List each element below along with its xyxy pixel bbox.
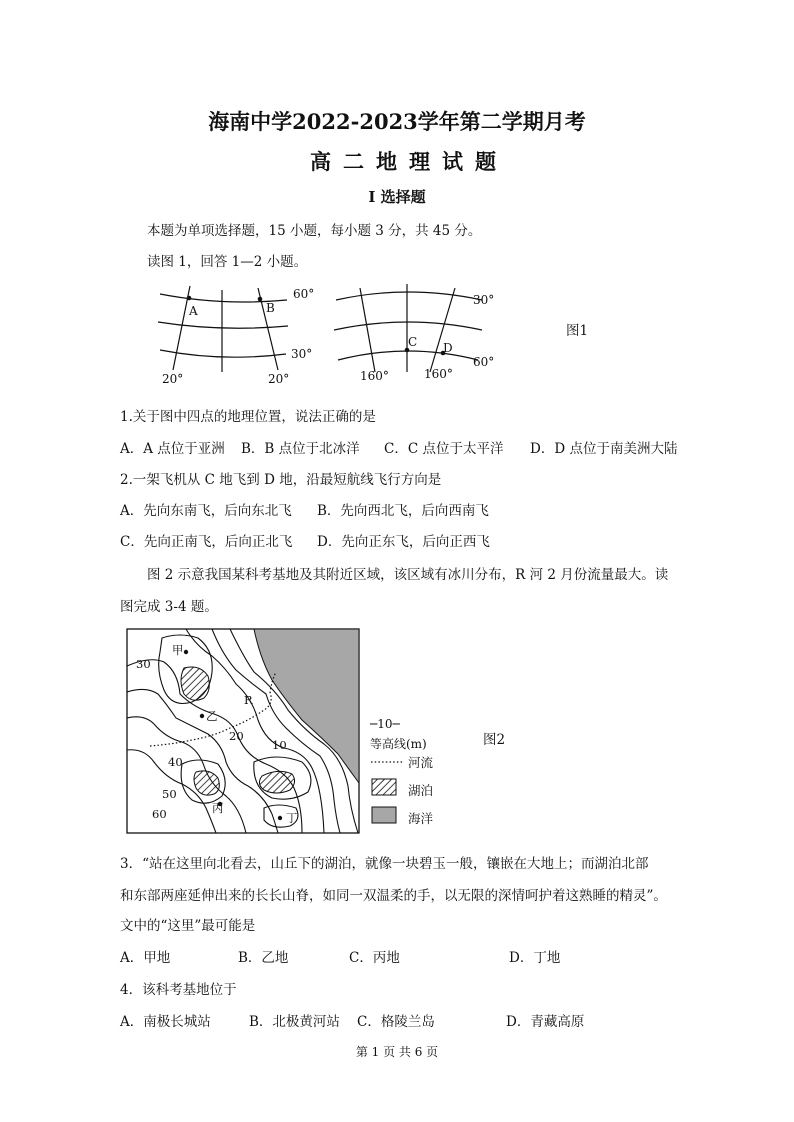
fig1-left-parallel-30 xyxy=(160,350,286,357)
q3-stem-line1: 3．“站在这里向北看去，山丘下的湖泊，就像一块碧玉一般，镶嵌在大地上；而湖泊北部 xyxy=(120,856,649,872)
q3-option-d: D．丁地 xyxy=(509,950,561,966)
fig1-right-parallel-60 xyxy=(338,351,478,360)
fig2-lake-north xyxy=(181,667,209,700)
fig2-intro-line2: 图完成 3-4 题。 xyxy=(120,599,218,615)
fig1-label-lat60-left: 60° xyxy=(293,287,315,301)
legend-sea-swatch xyxy=(371,806,397,824)
q4-option-d: D．青藏高原 xyxy=(506,1014,585,1030)
q1-option-b: B．B 点位于北冰洋 xyxy=(241,441,360,457)
q3-option-b: B．乙地 xyxy=(238,950,289,966)
fig2-dot-yi xyxy=(200,714,204,718)
legend-contour-sample: ─10─ xyxy=(370,717,400,731)
fig2-label-river-r: R xyxy=(244,693,253,707)
instruction-text: 本题为单项选择题，15 小题，每小题 3 分，共 45 分。 xyxy=(147,223,482,239)
page-number: 第 1 页 共 6 页 xyxy=(355,1045,439,1059)
q2-option-b: B．先向西北飞，后向西南飞 xyxy=(317,503,489,519)
legend-river-swatch xyxy=(370,757,404,767)
fig1-label-lat30-left: 30° xyxy=(291,347,313,361)
figure1-caption: 图1 xyxy=(566,323,589,339)
q2-stem: 2.一架飞机从 C 地飞到 D 地，沿最短航线飞行方向是 xyxy=(120,472,442,488)
fig1-label-lon160-left: 160° xyxy=(360,369,389,383)
fig1-label-lon20-right: 20° xyxy=(268,372,290,386)
fig2-label-bing: 丙 xyxy=(212,801,224,815)
q3-stem-line3: 文中的“这里”最可能是 xyxy=(120,918,256,934)
fig1-point-b xyxy=(258,297,263,302)
fig1-label-lon160-right: 160° xyxy=(424,367,453,381)
legend-contour-label: 等高线(m) xyxy=(370,737,427,751)
fig1-label-lat30-right: 30° xyxy=(473,293,495,307)
q4-option-b: B．北极黄河站 xyxy=(249,1014,340,1030)
fig2-dot-jia xyxy=(184,650,188,654)
q1-option-d: D．D 点位于南美洲大陆 xyxy=(530,441,678,457)
section-heading: Ⅰ 选择题 xyxy=(368,188,426,206)
q2-option-c: C．先向正南飞，后向正北飞 xyxy=(120,534,293,550)
q1-option-c: C．C 点位于太平洋 xyxy=(384,441,504,457)
q4-option-a: A．南极长城站 xyxy=(120,1014,211,1030)
figure2-map xyxy=(126,628,360,834)
figure2-caption: 图2 xyxy=(483,732,506,748)
fig1-point-a xyxy=(187,296,192,301)
fig2-intro-line1: 图 2 示意我国某科考基地及其附近区域，该区域有冰川分布，R 河 2 月份流量最大。读 xyxy=(147,567,669,583)
q3-option-c: C．丙地 xyxy=(349,950,400,966)
q2-option-a: A．先向东南飞，后向东北飞 xyxy=(120,503,292,519)
fig2-label-contour-30: 30 xyxy=(136,657,151,671)
fig2-label-ding: 丁 xyxy=(286,811,298,825)
fig1-label-lat60-right: 60° xyxy=(473,355,495,369)
fig1-label-a: A xyxy=(189,304,198,318)
fig1-right-parallel-30 xyxy=(336,292,482,300)
fig2-dot-ding xyxy=(278,816,282,820)
fig2-label-contour-10: 10 xyxy=(272,738,287,752)
fig2-label-jia: 甲 xyxy=(172,643,184,657)
legend-sea-label: 海洋 xyxy=(408,811,434,826)
q3-stem-line2: 和东部两座延伸出来的长长山脊，如同一双温柔的手，以无限的深情呵护着这熟睡的精灵”。 xyxy=(120,888,667,904)
exam-title: 海南中学2022-2023学年第二学期月考 xyxy=(208,109,586,134)
q1-stem: 1.关于图中四点的地理位置，说法正确的是 xyxy=(120,409,376,425)
fig1-right-meridian-160a xyxy=(360,288,375,372)
fig1-right-meridian-160b xyxy=(430,288,455,372)
legend-river-label: 河流 xyxy=(408,755,434,770)
exam-subtitle: 高二地理试题 xyxy=(310,149,508,174)
fig1-label-b: B xyxy=(266,301,275,315)
fig1-label-d: D xyxy=(443,341,453,355)
q2-option-d: D．先向正东飞，后向正西飞 xyxy=(317,534,490,550)
fig2-label-contour-20: 20 xyxy=(229,729,244,743)
fig1-label-lon20-left: 20° xyxy=(162,372,184,386)
fig2-label-contour-40: 40 xyxy=(168,755,183,769)
figure1-graticule xyxy=(150,278,510,388)
fig2-label-contour-60: 60 xyxy=(152,807,167,821)
fig2-label-yi: 乙 xyxy=(206,709,218,723)
read-fig1-text: 读图 1，回答 1—2 小题。 xyxy=(147,254,308,270)
q3-option-a: A．甲地 xyxy=(120,950,171,966)
q4-stem: 4．该科考基地位于 xyxy=(120,982,237,998)
q4-option-c: C．格陵兰岛 xyxy=(357,1014,435,1030)
fig1-left-parallel-mid xyxy=(158,322,288,328)
legend-lake-swatch xyxy=(371,778,397,796)
fig2-lake-east xyxy=(259,771,294,793)
fig1-label-c: C xyxy=(408,335,418,349)
fig1-right-parallel-mid xyxy=(334,322,482,330)
q1-option-a: A．A 点位于亚洲 xyxy=(120,441,225,457)
legend-lake-label: 湖泊 xyxy=(408,783,434,798)
fig2-label-contour-50: 50 xyxy=(162,787,177,801)
